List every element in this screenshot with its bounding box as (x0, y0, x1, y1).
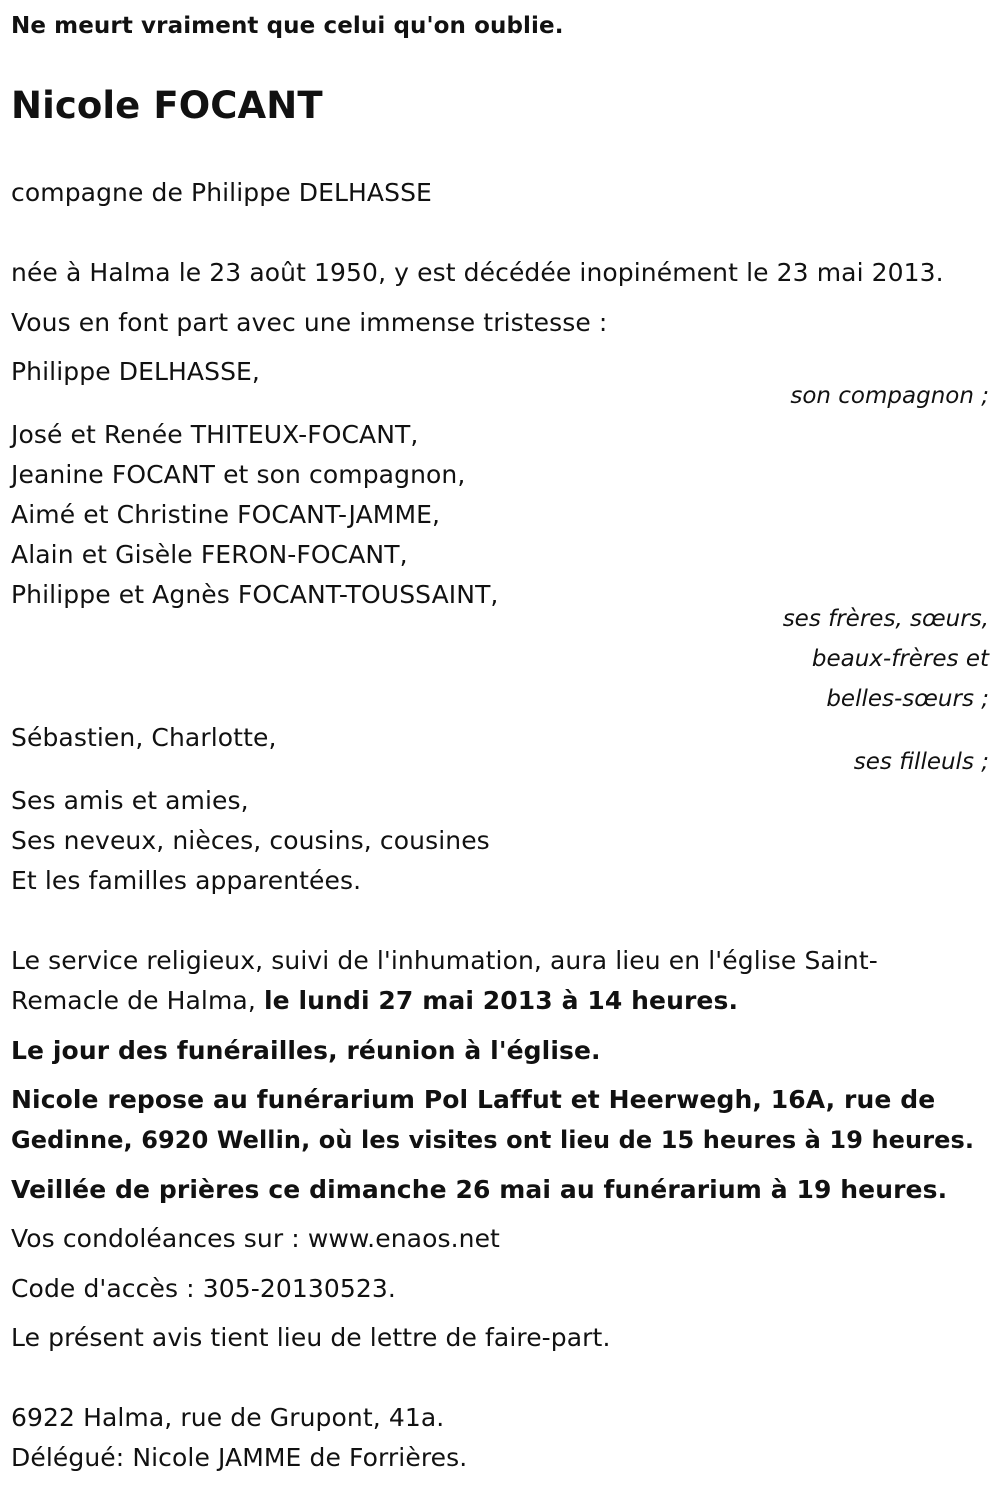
birth-death-line: née à Halma le 23 août 1950, y est décédée inopinément le 23 mai 2013. (11, 258, 944, 287)
others-line: Et les familles apparentées. (11, 866, 362, 895)
sibling-name: Philippe et Agnès FOCANT-TOUSSAINT, (11, 580, 499, 609)
service-line: Le service religieux, suivi de l'inhumation, aura lieu en l'église Saint- (11, 946, 878, 975)
service-line (11, 986, 738, 1016)
deceased-name: Nicole FOCANT (11, 84, 323, 127)
intro-line: Vous en font part avec une immense tristesse : (11, 308, 608, 337)
motto: Ne meurt vraiment que celui qu'on oublie. (11, 13, 564, 39)
others-line: Ses amis et amies, (11, 786, 249, 815)
sibling-name: Jeanine FOCANT et son compagnon, (11, 460, 466, 489)
service-place: Remacle de Halma, (11, 986, 264, 1015)
address-line: 6922 Halma, rue de Grupont, 41a. (11, 1403, 445, 1432)
meeting-line: Le jour des funérailles, réunion à l'église. (11, 1036, 601, 1065)
sibling-name: Alain et Gisèle FERON-FOCANT, (11, 540, 408, 569)
access-code-line: Code d'accès : 305-20130523. (11, 1274, 396, 1303)
sibling-name: José et Renée THITEUX-FOCANT, (11, 420, 419, 449)
siblings-role: ses frères, sœurs, (782, 606, 989, 632)
funeral-home-line: Nicole repose au funérarium Pol Laffut et Heerwegh, 16A, rue de (11, 1085, 936, 1114)
partner-line: compagne de Philippe DELHASSE (11, 178, 432, 207)
sibling-name: Aimé et Christine FOCANT-JAMME, (11, 500, 441, 529)
godchildren-role: ses filleuls ; (853, 749, 989, 775)
siblings-role: belles-sœurs ; (826, 686, 989, 712)
companion-role: son compagnon ; (790, 383, 989, 409)
siblings-role: beaux-frères et (811, 646, 989, 672)
delegate-line: Délégué: Nicole JAMME de Forrières. (11, 1443, 468, 1472)
companion-name: Philippe DELHASSE, (11, 357, 260, 386)
godchildren-names: Sébastien, Charlotte, (11, 723, 277, 752)
funeral-home-line: Gedinne, 6920 Wellin, où les visites ont lieu de 15 heures à 19 heures. (11, 1126, 975, 1154)
service-date: le lundi 27 mai 2013 à 14 heures. (263, 986, 739, 1015)
condolences-line: Vos condoléances sur : www.enaos.net (11, 1224, 500, 1253)
others-line: Ses neveux, nièces, cousins, cousines (11, 826, 490, 855)
vigil-line: Veillée de prières ce dimanche 26 mai au funérarium à 19 heures. (11, 1175, 948, 1204)
notice-line: Le présent avis tient lieu de lettre de faire-part. (11, 1323, 611, 1352)
